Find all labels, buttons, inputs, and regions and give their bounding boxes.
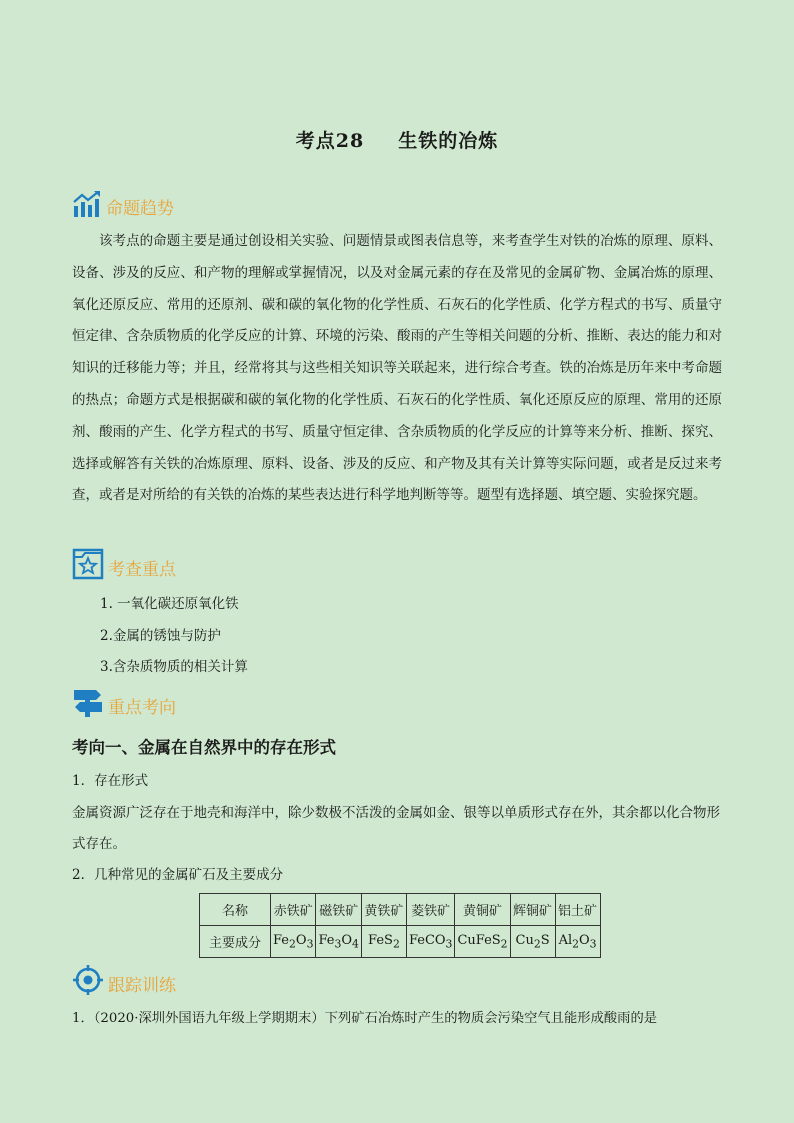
- sub-heading-2: 2．几种常见的金属矿石及主要成分: [72, 867, 284, 883]
- star-folder-icon: [72, 548, 104, 580]
- ore-name-cell: 铝土矿: [555, 894, 600, 926]
- section-trend-label: 命题趋势: [106, 199, 174, 219]
- ore-formula-cell: $Fe_2O_3$: [271, 926, 316, 958]
- section-focus-header: [72, 544, 176, 580]
- focus-item-1: 1. 一氧化碳还原氧化铁: [100, 596, 239, 612]
- ore-formula-cell: $Fe_3O_4$: [316, 926, 361, 958]
- table-header-cell: 名称: [200, 894, 271, 926]
- section-focus-label: 考查重点: [108, 560, 176, 580]
- section-direction-label: 重点考向: [108, 698, 176, 718]
- ore-formula-cell: FeCO$_3$: [406, 926, 455, 958]
- ore-name-cell: 磁铁矿: [316, 894, 361, 926]
- direction-heading: 考向一、金属在自然界中的存在形式: [72, 738, 336, 757]
- ore-name-cell: 辉铜矿: [510, 894, 555, 926]
- ore-formula-cell: FeS$_2$: [361, 926, 406, 958]
- title-main: 生铁的冶炼: [398, 130, 499, 152]
- question-1: 1．（2020·深圳外国语九年级上学期期末）下列矿石冶炼时产生的物质会污染空气且能形成酸雨的是: [72, 1011, 658, 1026]
- focus-item-3: 3.含杂质物质的相关计算: [100, 659, 248, 675]
- ore-formula-cell: $Cu_2S$: [510, 926, 555, 958]
- ore-name-cell: 赤铁矿: [271, 894, 316, 926]
- target-crosshair-icon: [72, 964, 104, 996]
- section-direction-header: [72, 682, 176, 718]
- table-row: [200, 894, 601, 926]
- ore-name-cell: 黄铜矿: [455, 894, 510, 926]
- focus-item-2: 2.金属的锈蚀与防护: [100, 628, 221, 644]
- section-trend-header: [72, 183, 174, 219]
- ore-name-cell: 黄铁矿: [361, 894, 406, 926]
- signpost-icon: [72, 686, 104, 718]
- trend-paragraph: 该考点的命题主要是通过创设相关实验、问题情景或图表信息等，来考查学生对铁的冶炼的原理、原料、设备、涉及的反应、和产物的理解或掌握情况，以及对金属元素的存在及常见的金属矿物、金属冶炼的原理、氧化还原反应、常用的还原剂、碳和碳的氧化物的化学性质、石灰石的化学性质、化学方程式的书写、质量守恒定律、含杂质物质的化学反应的计算、环境的污染、酸雨的产生等相关问题的分析、推断、表达的能力和对知识的迁移能力等；并且，经常将其与这些相关知识等关联起来，进行综合考查。铁的冶炼是历年来中考命题的热点；命题方式是根据碳和碳的氧化物的化学性质、石灰石的化学性质、氧化还原反应的原理、常用的还原剂、酸雨的产生、化学方程式的书写、质量守恒定律、含杂质物质的化学反应的计算等来分析、推断、探究、选择或解答有关铁的冶炼原理、原料、设备、涉及的反应、和产物及其有关计算等实际问题，或者是反过来考查，或者是对所给的有关铁的冶炼的某些表达进行科学地判断等等。题型有选择题、填空题、实验探究题。: [72, 233, 722, 504]
- sub-text-1: 金属资源广泛存在于地壳和海洋中，除少数极不活泼的金属如金、银等以单质形式存在外，其余都以化合物形式存在。: [72, 805, 720, 852]
- ore-formula-cell: $Al_2O_3$: [555, 926, 600, 958]
- table-header-cell: 主要成分: [200, 926, 271, 958]
- page-title: [0, 126, 794, 153]
- ore-name-cell: 菱铁矿: [406, 894, 455, 926]
- table-row: [200, 926, 601, 958]
- sub-heading-1: 1．存在形式: [72, 773, 149, 789]
- section-practice-label: 跟踪训练: [108, 976, 176, 996]
- bar-chart-trend-icon: [72, 189, 102, 219]
- ore-formula-cell: CuFeS$_2$: [455, 926, 510, 958]
- ore-table: [199, 893, 601, 958]
- title-prefix: 考点28: [295, 130, 365, 152]
- section-practice-header: [72, 960, 176, 996]
